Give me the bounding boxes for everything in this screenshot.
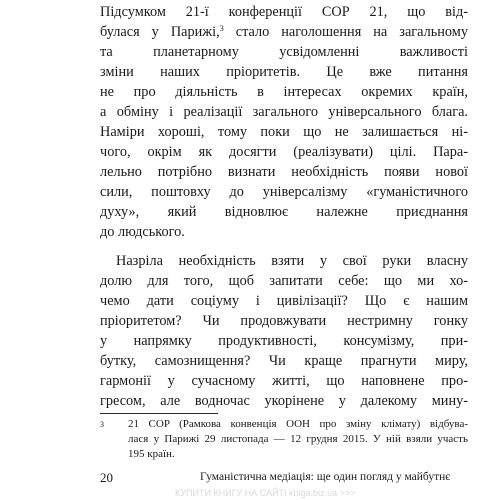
running-title: Гуманістична медіація: ще один погляд у майбутнє [200,471,451,483]
text-line: не про діяльність в інтересах окремих країн, [100,84,468,100]
text-line: гресом, але водночас укорінене у далекому мину- [100,393,468,409]
text-line: гармонії у сучасному житті, що наповнене про- [100,373,468,389]
text-line: у напрямку продуктивності, консумізму, при- [100,333,468,349]
footnote-ref: 3 [219,24,224,33]
text-line: до людського. [100,224,185,240]
footnote-line: 195 країн. [128,448,175,460]
text-line: чого, окрім як досягти (реалізувати) цілі. Пара- [100,144,468,160]
footnote-number: 3 [100,420,104,429]
text-line: а обміну і реалізації загального універсального блага. [100,104,468,120]
text-line: Підсумком 21-ї конференції СОР 21, що від- [100,4,468,20]
text-line: долю для того, щоб запитати себе: що ми хо- [100,273,468,289]
watermark: КУПИТИ КНИГУ НА САЙТІ kniga.biz.ua >>> [175,488,356,498]
footnote-line: 21 COP (Рамкова конвенція ООН про зміну клімату) відбува- [128,418,468,430]
page-number: 20 [100,470,113,485]
text-fragment: стало наголошення на загальному [223,24,468,40]
text-line: бутку, самознищення? Чи краще прагнути миру, [100,353,468,369]
text-line: Наміри хороші, тому поки що не залишається ні- [100,124,468,140]
text-line: духу», який відновлює належне приєднання [100,204,468,220]
footnote-divider [100,413,218,414]
text-line: зміни наших пріоритетів. Це вже питання [100,64,468,80]
text-line: пріоритетом? Чи продовжувати нестримну гонку [100,313,468,329]
text-fragment: булася у Парижі, [100,24,220,40]
footnote-line: лася у Парижі 29 листопада — 12 грудня 2015. У ній взяли участь [128,433,468,445]
text-line: лельно потрібно визнати необхідність появи нової [100,164,468,180]
text-line [100,22,468,42]
text-line: та планетарному усвідомленні важливості [100,44,468,60]
text-line: сили, поштовху до універсалізму «гуманістичного [100,184,468,200]
text-line: чемо дати соціуму і цивілізації? Що є нашим [100,293,468,309]
text-line: Назріла необхідність взяти у свої руки власну [116,253,468,269]
